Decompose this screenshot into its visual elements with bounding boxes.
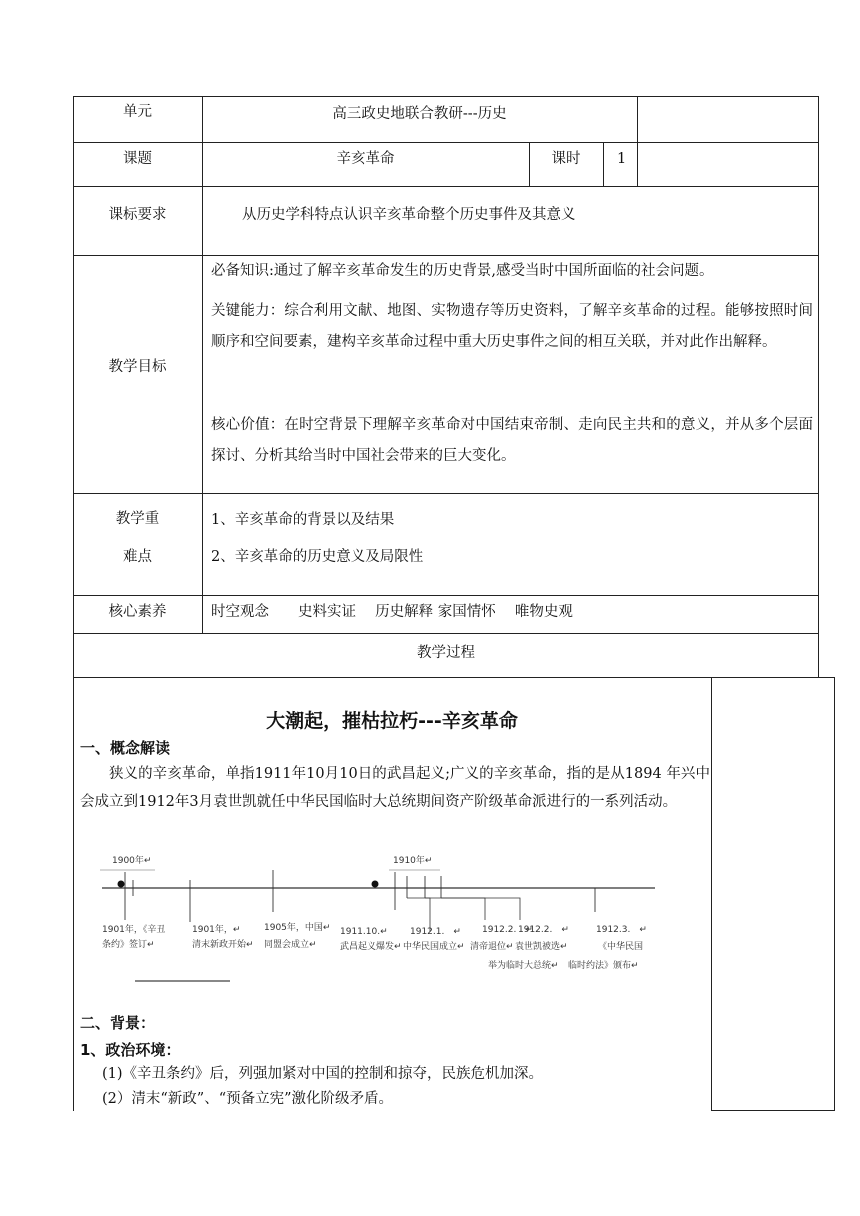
section-background-heading: 二、背景： (80, 1014, 156, 1032)
standard-label: 课标要求 (108, 207, 167, 223)
period-value: 1 (617, 151, 627, 167)
timeline-event-date: 1905年，中国↵ (264, 923, 331, 933)
key-label-line2: 难点 (123, 549, 152, 565)
timeline-event-desc: 清末新政开始↵ (192, 940, 254, 950)
timeline-year-1900: 1900年↵ (112, 856, 152, 866)
timeline-event-desc: 条约》签订↵ (102, 940, 155, 950)
key-label-line1: 教学重 (115, 511, 160, 527)
timeline-event-desc: 举为临时大总统↵ (488, 961, 559, 971)
standard-value: 从历史学科特点认识辛亥革命整个历史事件及其意义 (242, 207, 576, 223)
section-concept-heading: 一、概念解读 (80, 739, 171, 757)
timeline-event-date: 1911.10.↵ (340, 927, 388, 937)
timeline-event-date: 1912.2. ↵ (482, 925, 533, 935)
timeline-figure (100, 850, 660, 985)
timeline-event-desc: 临时约法》颁布↵ (568, 961, 639, 971)
unit-label: 单元 (123, 104, 152, 120)
literacy-value: 时空观念 史料实证 历史解释 家国情怀 唯物史观 (211, 604, 573, 620)
key-point-2: 2、辛亥革命的历史意义及局限性 (211, 549, 424, 565)
background-point-2: (2）清末“新政”、“预备立宪”激化阶级矛盾。 (102, 1091, 394, 1107)
goal-ability: 关键能力：综合利用文献、地图、实物遗存等历史资料，了解辛亥革命的过程。能够按照时间顺序和空间要素，建构辛亥革命过程中重大历史事件之间的相互关联，并对此作出解释。 (211, 303, 813, 350)
key-point-1: 1、辛亥革命的背景以及结果 (211, 512, 395, 528)
background-point-1: (1)《辛丑条约》后，列强加紧对中国的控制和掠夺，民族危机加深。 (102, 1066, 544, 1082)
timeline-event-desc: 《中华民国 (598, 942, 644, 952)
unit-value: 高三政史地联合教研---历史 (332, 106, 507, 122)
topic-value: 辛亥革命 (336, 151, 395, 167)
goal-knowledge: 必备知识:通过了解辛亥革命发生的历史背景,感受当时中国所面临的社会问题。 (211, 263, 714, 279)
period-label: 课时 (551, 151, 581, 167)
timeline-event-desc: 中华民国成立↵ (403, 942, 465, 952)
timeline-event-date: 1901年，《辛丑 (102, 925, 166, 935)
literacy-label: 核心素养 (108, 604, 167, 620)
timeline-event-desc: 清帝退位↵ (470, 942, 514, 952)
timeline-event-desc: 袁世凯被选↵ (515, 942, 568, 952)
timeline-event-date: 1901年，↵ (192, 925, 241, 935)
concept-paragraph: 狭义的辛亥革命，单指1911年10月10日的武昌起义;广义的辛亥革命，指的是从1894 年兴中会成立到1912年3月袁世凯就任中华民国临时大总统期间资产阶级革命派进行的一系列活动。 (80, 766, 710, 810)
goal-value: 核心价值：在时空背景下理解辛亥革命对中国结束帝制、走向民主共和的意义，并从多个层面探讨、分析其给当时中国社会带来的巨大变化。 (211, 417, 813, 464)
timeline-event-date: 1912.1. ↵ (410, 927, 461, 937)
timeline-event-date: 1912.3. ↵ (596, 925, 647, 935)
timeline-event-date: 1912.2. ↵ (518, 925, 569, 935)
process-label: 教学过程 (417, 645, 475, 661)
goals-label: 教学目标 (108, 359, 167, 375)
topic-label: 课题 (123, 151, 152, 167)
lesson-title: 大潮起，摧枯拉朽---辛亥革命 (266, 710, 518, 732)
timeline-year-1910: 1910年↵ (393, 856, 433, 866)
timeline-event-desc: 同盟会成立↵ (264, 940, 317, 950)
sub-political-heading: 1、政治环境： (80, 1041, 181, 1059)
timeline-event-desc: 武昌起义爆发↵ (340, 942, 402, 952)
